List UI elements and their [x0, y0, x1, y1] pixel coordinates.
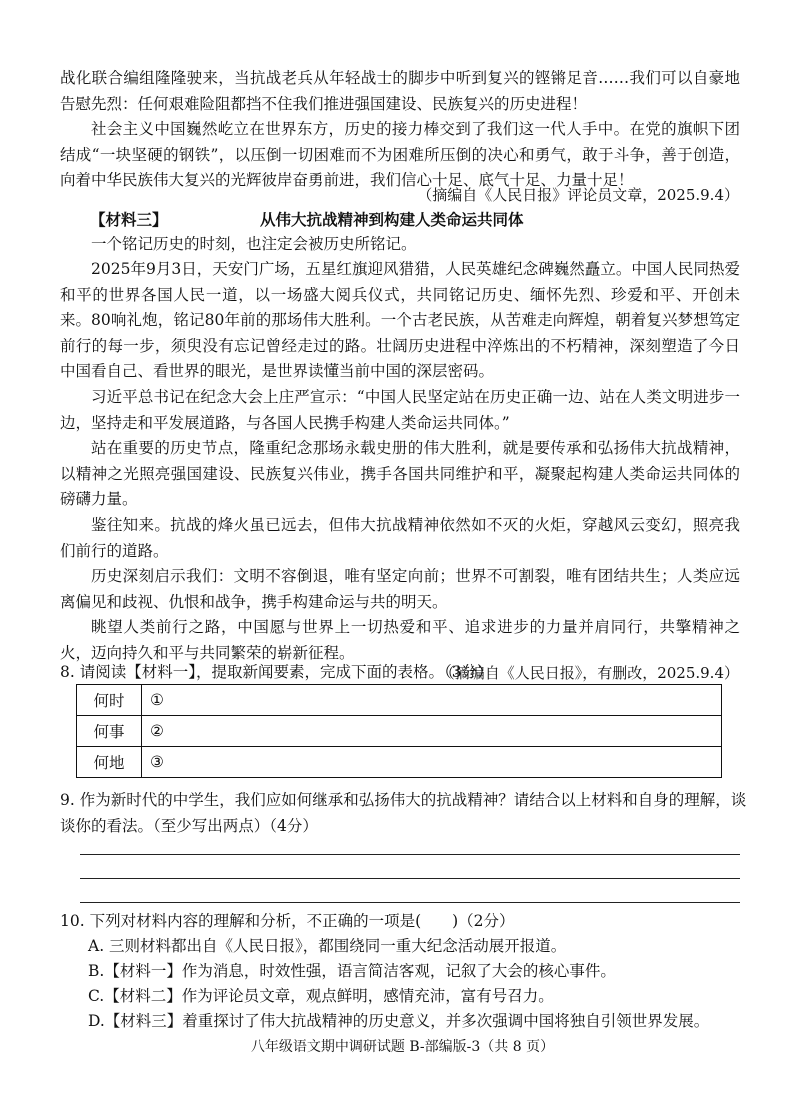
answer-line[interactable] [80, 878, 740, 879]
material3-paragraph: 2025年9月3日，天安门广场，五星红旗迎风猎猎，人民英雄纪念碑巍然矗立。中国人民同热爱和平的世界各国人民一道，以一场盛大阅兵仪式，共同铭记历史、缅怀先烈、珍爱和平、开创未来。 [60, 260, 740, 329]
material3-title: 从伟大抗战精神到构建人类命运共同体 [260, 210, 524, 229]
question-9: 9. 作为新时代的中学生，我们应如何继承和弘扬伟大的抗战精神？请结合以上材料和自身的理解，谈谈你的看法。（至少写出两点）（4分） [60, 791, 747, 835]
table-key: 何事 [77, 716, 142, 747]
material3-paragraph: 鉴往知来。抗战的烽火虽已远去，但伟大抗战精神依然如不灭的火炬，穿越风云变幻，照亮我们前行的道路。 [60, 516, 740, 560]
answer-cell-3[interactable]: ③ [142, 747, 722, 778]
table-key: 何时 [77, 685, 142, 716]
material3-tag: 【材料三】 [90, 210, 168, 229]
material3-paragraph: 站在重要的历史节点，隆重纪念那场永载史册的伟大胜利，就是要传承和弘扬伟大抗战精神，以精神之光照亮强国建设、民族复兴伟业，携手各国共同维护和平，凝聚起构建人类命运共同体的磅礴力量。 [60, 439, 740, 508]
material3-paragraph: 历史深刻启示我们：文明不容倒退，唯有坚定向前；世界不可割裂，唯有团结共生；人类应远离偏见和歧视、仇恨和战争，携手构建命运与共的明天。 [60, 567, 740, 611]
answer-line[interactable] [80, 854, 740, 855]
table-row [77, 716, 722, 747]
option-b[interactable]: B.【材料一】作为消息，时效性强，语言简洁客观，记叙了大会的核心事件。 [88, 962, 616, 980]
table-row [77, 685, 722, 716]
answer-cell-2[interactable]: ② [142, 716, 722, 747]
material3-paragraph: 80响礼炮，铭记80年前的那场伟大胜利。一个古老民族，从苦难走向辉煌，朝着复兴梦想笃定前行的每一步，须臾没有忘记曾经走过的路。壮阔历史进程中淬炼出的不朽精神，深刻塑造了今日中国看自己、看世界的眼光，是世界读懂当前中国的深层密码。 [60, 311, 740, 380]
material3-paragraph: 一个铭记历史的时刻，也注定会被历史所铭记。 [91, 235, 417, 253]
paragraph-material2-end: 战化联合编组隆隆驶来，当抗战老兵从年轻战士的脚步中听到复兴的铿锵足音……我们可以自豪地告慰先烈：任何艰难险阻都挡不住我们推进强国建设、民族复兴的历史进程！ [60, 69, 740, 113]
table-row [77, 747, 722, 778]
question-8: 8. 请阅读【材料一】，提取新闻要素，完成下面的表格。（3分） [60, 663, 493, 681]
question-10: 10. 下列对材料内容的理解和分析，不正确的一项是( )（2分） [60, 912, 515, 930]
option-a[interactable]: A. 三则材料都出自《人民日报》，都围绕同一重大纪念活动展开报道。 [88, 937, 567, 955]
material3-paragraph: 习近平总书记在纪念大会上庄严宣示：“中国人民坚定站在历史正确一边、站在人类文明进步一边，坚持走和平发展道路，与各国人民携手构建人类命运共同体。” [60, 388, 740, 432]
material3-paragraph: 眺望人类前行之路，中国愿与世界上一切热爱和平、追求进步的力量并肩同行，共擎精神之火，迈向持久和平与共同繁荣的崭新征程。 [60, 618, 740, 662]
answer-cell-1[interactable]: ① [142, 685, 722, 716]
paragraph-material2-conclusion: 社会主义中国巍然屹立在世界东方，历史的接力棒交到了我们这一代人手中。在党的旗帜下团结成“一块坚硬的钢铁”，以压倒一切困难而不为困难所压倒的决心和勇气，敢于斗争，善于创造，向着中华民族伟大复兴的光辉彼岸奋勇前进，我们信心十足、底气十足、力量十足！ [60, 120, 740, 189]
news-elements-table [76, 684, 722, 778]
answer-line[interactable] [80, 902, 740, 903]
source-material3: （摘编自《人民日报》，有删改，2025.9.4） [439, 664, 739, 682]
source-material2: （摘编自《人民日报》评论员文章，2025.9.4） [417, 186, 739, 204]
option-c[interactable]: C.【材料二】作为评论员文章，观点鲜明，感情充沛，富有号召力。 [88, 987, 554, 1005]
page-footer: 八年级语文期中调研试题 B-部编版-3（共 8 页） [250, 1039, 555, 1055]
table-key: 何地 [77, 747, 142, 778]
option-d[interactable]: D.【材料三】着重探讨了伟大抗战精神的历史意义，并多次强调中国将独自引领世界发展。 [88, 1012, 710, 1030]
